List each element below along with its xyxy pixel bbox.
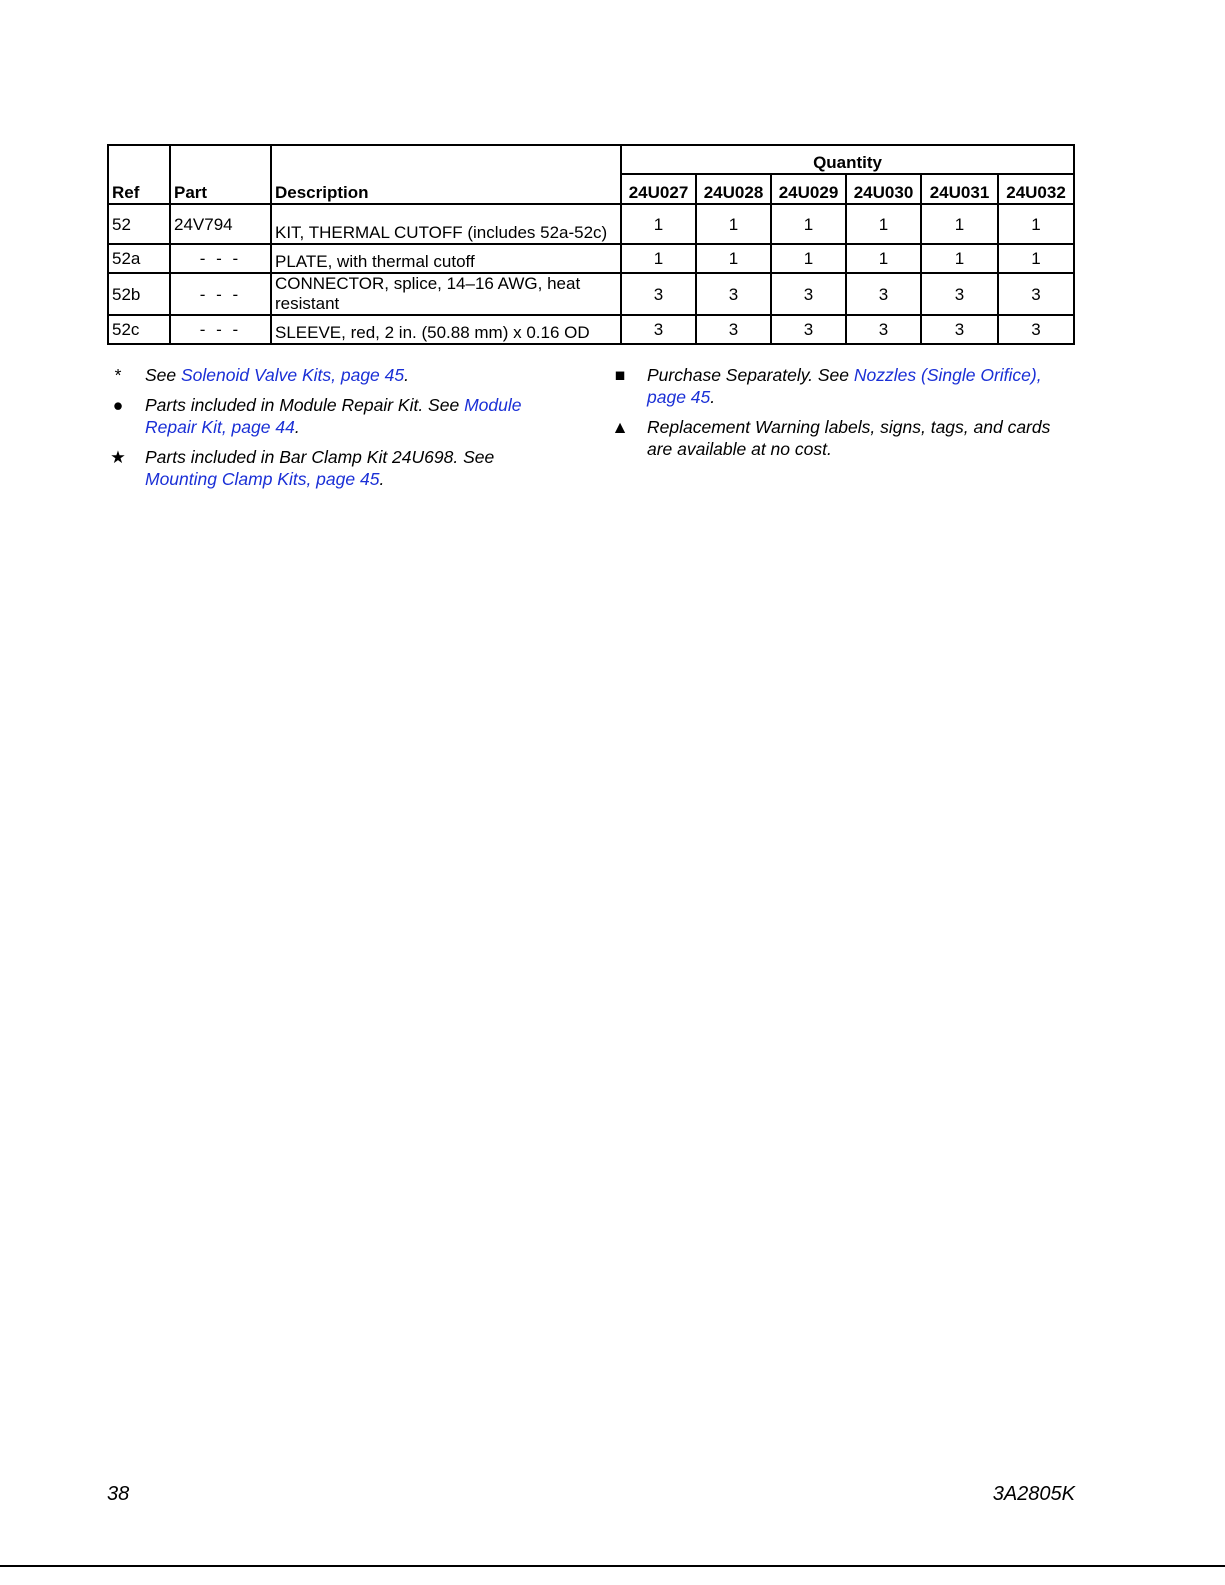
row-qty: 1	[998, 244, 1074, 273]
note-suffix: .	[294, 417, 300, 437]
note-text: Purchase Separately. See	[647, 365, 854, 385]
row-qty: 3	[846, 315, 921, 344]
note-bar-clamp	[108, 446, 548, 490]
header-model: 24U032	[998, 174, 1074, 204]
header-part: Part	[170, 145, 271, 204]
row-qty: 1	[921, 244, 998, 273]
warning-triangle-icon: ▲	[611, 417, 629, 437]
note-suffix: .	[404, 365, 409, 385]
row-qty: 1	[696, 244, 771, 273]
row-qty: 3	[696, 315, 771, 344]
link-nozzles[interactable]: Nozzles (Single Orifice), page 45	[647, 365, 1042, 407]
note-module-repair	[108, 394, 548, 438]
row-qty: 1	[771, 244, 846, 273]
star-icon: ★	[110, 447, 126, 467]
row-ref: 52c	[108, 315, 170, 344]
note-text: Parts included in Bar Clamp Kit 24U698. See	[145, 447, 495, 467]
link-module-repair-kit[interactable]: Module Repair Kit, page 44	[145, 395, 522, 437]
note-text: See	[145, 365, 181, 385]
asterisk-icon: *	[114, 365, 122, 385]
header-description: Description	[271, 145, 621, 204]
row-qty: 1	[921, 204, 998, 244]
note-text: Parts included in Module Repair Kit. See	[145, 395, 465, 415]
row-qty: 1	[621, 204, 696, 244]
header-model: 24U030	[846, 174, 921, 204]
row-qty: 3	[621, 315, 696, 344]
bottom-divider	[0, 1565, 1225, 1567]
note-suffix: .	[710, 387, 716, 407]
row-part: - - -	[170, 315, 271, 344]
note-text: Replacement Warning labels, signs, tags, and cards are available at no cost.	[647, 417, 1051, 459]
row-qty: 3	[696, 273, 771, 315]
header-ref: Ref	[108, 145, 170, 204]
row-ref: 52	[108, 204, 170, 244]
row-qty: 1	[998, 204, 1074, 244]
row-qty: 1	[846, 204, 921, 244]
row-qty: 3	[998, 315, 1074, 344]
table-row	[108, 244, 1074, 273]
row-ref: 52a	[108, 244, 170, 273]
header-model: 24U029	[771, 174, 846, 204]
row-qty: 1	[771, 204, 846, 244]
row-description: SLEEVE, red, 2 in. (50.88 mm) x 0.16 OD	[271, 315, 621, 344]
header-model: 24U027	[621, 174, 696, 204]
header-quantity: Quantity	[621, 145, 1074, 174]
note-purchase-separately	[610, 364, 1070, 408]
row-qty: 1	[846, 244, 921, 273]
note-suffix: .	[379, 469, 385, 489]
parts-table	[107, 144, 1075, 345]
row-qty: 3	[621, 273, 696, 315]
row-part: - - -	[170, 273, 271, 315]
row-qty: 3	[921, 273, 998, 315]
row-ref: 52b	[108, 273, 170, 315]
row-qty: 3	[846, 273, 921, 315]
filled-circle-icon: ●	[112, 395, 124, 415]
link-mounting-clamp-kits[interactable]: Mounting Clamp Kits, page 45	[145, 469, 380, 489]
row-qty: 1	[621, 244, 696, 273]
page-number: 38	[107, 1483, 130, 1505]
row-qty: 3	[771, 315, 846, 344]
table-row	[108, 273, 1074, 315]
note-warning-labels	[610, 416, 1070, 460]
link-solenoid-valve-kits[interactable]: Solenoid Valve Kits, page 45	[181, 365, 405, 385]
row-description: PLATE, with thermal cutoff	[271, 244, 621, 273]
row-qty: 3	[998, 273, 1074, 315]
document-number: 3A2805K	[992, 1483, 1075, 1505]
row-description: KIT, THERMAL CUTOFF (includes 52a-52c)	[271, 204, 621, 244]
header-model: 24U028	[696, 174, 771, 204]
row-part: - - -	[170, 244, 271, 273]
table-row	[108, 315, 1074, 344]
filled-square-icon: ■	[614, 365, 626, 385]
notes-right	[610, 364, 1070, 468]
table-row	[108, 204, 1074, 244]
row-qty: 1	[696, 204, 771, 244]
row-qty: 3	[921, 315, 998, 344]
row-part: 24V794	[170, 204, 271, 244]
row-description: CONNECTOR, splice, 14–16 AWG, heat resistant	[271, 273, 621, 315]
header-model: 24U031	[921, 174, 998, 204]
note-solenoid	[108, 364, 548, 386]
notes-left	[108, 364, 548, 498]
row-qty: 3	[771, 273, 846, 315]
